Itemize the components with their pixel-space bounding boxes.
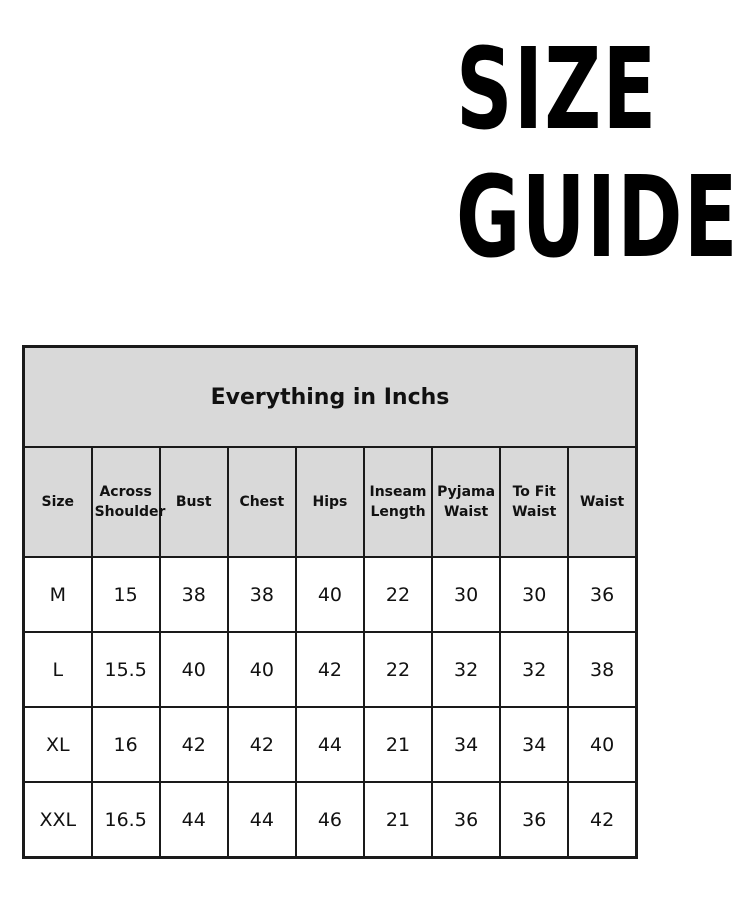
measurement-cell: 36 [568, 557, 636, 632]
column-header-pyjama-waist: Pyjama Waist [432, 447, 500, 557]
size-guide-title [378, 25, 739, 283]
column-header-to-fit-waist: To Fit Waist [500, 447, 568, 557]
size-cell: XXL [24, 782, 92, 858]
measurement-cell: 38 [160, 557, 228, 632]
measurement-cell: 44 [228, 782, 296, 858]
measurement-cell: 16.5 [92, 782, 160, 858]
measurement-cell: 42 [296, 632, 364, 707]
measurement-cell: 44 [160, 782, 228, 858]
measurement-cell: 46 [296, 782, 364, 858]
column-header-size: Size [24, 447, 92, 557]
measurement-cell: 40 [228, 632, 296, 707]
measurement-cell: 40 [160, 632, 228, 707]
title-line-2: GUIDE [456, 153, 739, 283]
table-row [24, 782, 637, 858]
measurement-cell: 15.5 [92, 632, 160, 707]
column-header-across-shoulder: Across Shoulder [92, 447, 160, 557]
measurement-cell: 22 [364, 632, 432, 707]
caption-row [24, 347, 637, 448]
measurement-cell: 34 [432, 707, 500, 782]
measurement-cell: 44 [296, 707, 364, 782]
measurement-cell: 42 [160, 707, 228, 782]
measurement-cell: 42 [568, 782, 636, 858]
column-header-waist: Waist [568, 447, 636, 557]
table-body [24, 557, 637, 858]
table-row [24, 557, 637, 632]
measurement-cell: 30 [500, 557, 568, 632]
measurement-cell: 38 [568, 632, 636, 707]
size-chart-table [22, 345, 638, 859]
title-line-1: SIZE [456, 25, 658, 155]
measurement-cell: 40 [296, 557, 364, 632]
measurement-cell: 21 [364, 707, 432, 782]
measurement-cell: 32 [500, 632, 568, 707]
column-header-bust: Bust [160, 447, 228, 557]
measurement-cell: 36 [500, 782, 568, 858]
table-caption: Everything in Inchs [24, 347, 637, 448]
measurement-cell: 21 [364, 782, 432, 858]
measurement-cell: 15 [92, 557, 160, 632]
measurement-cell: 22 [364, 557, 432, 632]
measurement-cell: 42 [228, 707, 296, 782]
measurement-cell: 38 [228, 557, 296, 632]
header-row [24, 447, 637, 557]
column-header-chest: Chest [228, 447, 296, 557]
measurement-cell: 32 [432, 632, 500, 707]
size-cell: M [24, 557, 92, 632]
column-header-hips: Hips [296, 447, 364, 557]
measurement-cell: 40 [568, 707, 636, 782]
column-header-inseam-length: Inseam Length [364, 447, 432, 557]
table-row [24, 707, 637, 782]
measurement-cell: 36 [432, 782, 500, 858]
measurement-cell: 34 [500, 707, 568, 782]
size-cell: XL [24, 707, 92, 782]
measurement-cell: 30 [432, 557, 500, 632]
table-row [24, 632, 637, 707]
size-cell: L [24, 632, 92, 707]
measurement-cell: 16 [92, 707, 160, 782]
